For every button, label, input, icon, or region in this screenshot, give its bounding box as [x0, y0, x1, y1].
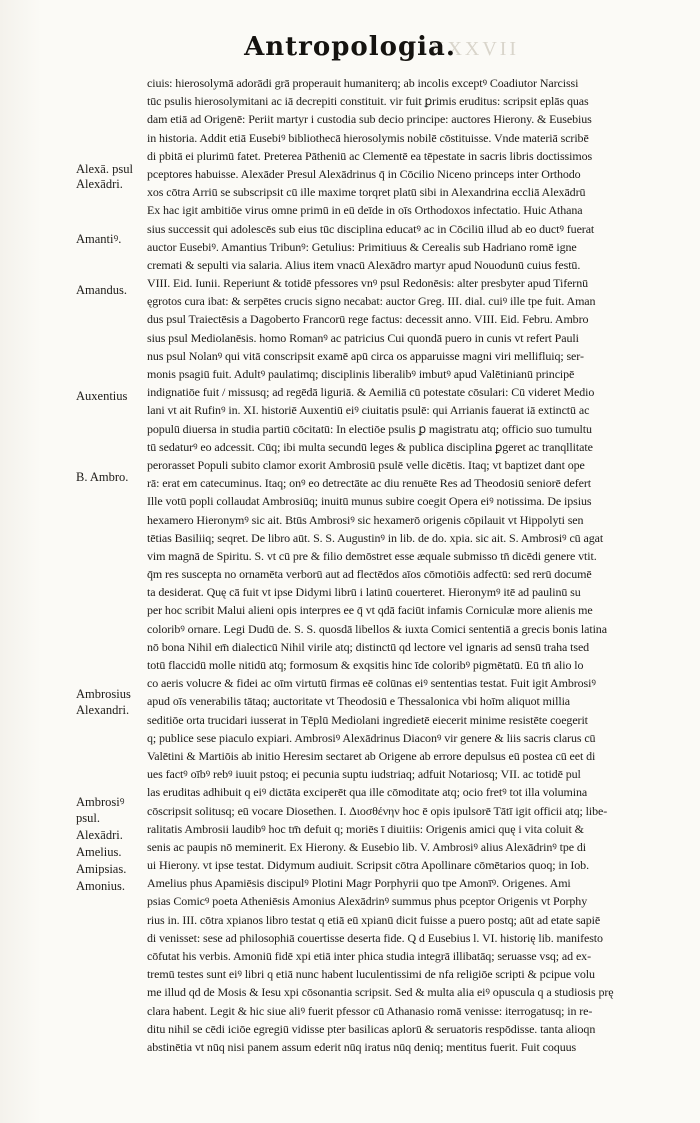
margin-note: psul.	[76, 811, 100, 825]
text-line: cōscripsit solitusq; eū vocare Diosethen. I. Διοσθένην hoc ē opis ipulsorē Tātī igit officii atq; libe-	[147, 803, 608, 818]
text-line: sius psul Mediolanēsis. homo Romanꝰ ac patricius Cui quondā puero in cunis vt refert Pauli	[147, 330, 579, 345]
text-line: vim magnā de Spiritu. S. vt cū pre & filio demōstret esse æquale submisso tn̄ dicēdi genere vtit.	[147, 548, 597, 563]
text-line: dus psul Traiectēsis a Dagoberto Francorū rege factus: decessit anno. VIII. Eid. Febru. Ambro	[147, 312, 589, 327]
text-line: nō bona Nihil em̄ dialecticū Nihil virile atq; distinctū qd lectore vel ignaris ad sensū traha tsed	[147, 639, 590, 654]
text-line: cōfutat his verbis. Amoniū fidē xpi etiā inter phica studia integrā illibatāq; seruasse vsq; ad ex-	[147, 949, 591, 963]
running-head-title: Antropologia.	[244, 32, 456, 62]
text-line: ralitatis Ambrosii laudibꝰ hoc tm̄ defuit q; moriēs ī diuitiis: Origenis amici quę i vita coluit &	[147, 821, 584, 836]
text-line: clara habent. Legit & hic siue aliꝰ fuerit pfessor cū Athanasio romā venisse: iterrogatusq; in re-	[147, 1003, 593, 1018]
text-line: senis ac paupis nō meminerit. Ex Hierony. & Eusebio lib. V. Ambrosiꝰ alius Alexādrinꝰ tpe di	[147, 839, 587, 854]
margin-note: Alexā. psul	[76, 162, 133, 176]
text-line: nus psul Nolanꝰ qui vitā conscripsit examē apū circa os apparuisse magni viri mellifluiq; ser-	[147, 348, 584, 363]
margin-note: Auxentius	[76, 389, 128, 403]
text-line: cremati & sepulti via salaria. Alius item vnacū Alexādro martyr apud Nouodunū cuius festū.	[147, 257, 581, 272]
margin-note: B. Ambro.	[76, 470, 129, 484]
text-line: tremū testes sunt eiꝰ libri q etiā nunc habent luculentissimi de nfa religiōe scripti & pcipue volu	[147, 967, 595, 982]
text-line: di pbitā ei plurimū fatet. Preterea Pātheniū ac Clementē ea tēpestate in sacris libris doctissimos	[147, 148, 593, 163]
running-head	[0, 32, 700, 62]
text-line: pceptores habuisse. Alexāder Presul Alexādrinus q̄ in Cōcilio Niceno princeps inter Orthodo	[147, 166, 581, 181]
text-line: lani vt ait Rufinꝰ in. XI. historiē Auxentiū eiꝰ ciuitatis psulē: qui Arrianis fauerat iā extinctū ac	[147, 403, 590, 418]
text-line: apud oīs venerabilis tātaq; auctoritate vt Theodosiū e Thessalonica vbi hoīm aliquot millia	[147, 694, 571, 709]
text-line: Amelius phus Apamiēsis discipulꝰ Plotini Magr Porphyrii quo tpe Amonīꝰ. Origenes. Ami	[147, 876, 571, 891]
margin-note: Amelius.	[76, 845, 122, 859]
margin-note: Amonius.	[76, 879, 125, 893]
bleed-through-folio: XXXVII	[430, 38, 520, 60]
text-line: di venisset: sese ad philosophiā couertisse deserta fide. Q d Eusebius l. VI. historię lib. manifesto	[147, 930, 603, 945]
text-line: ues factꝰ oībꝰ rebꝰ iuuit pstoq; ei pecunia suptu iudstriaq; adfuit Notariosq; VII. ac totidē pul	[147, 767, 581, 782]
text-line: co aeris volucre & fidei ac oīm virtutū firmas eē colūnas eiꝰ sententias testat. Fuit igit Ambrosiꝰ	[147, 676, 596, 691]
text-line: rā: erat em catecuminus. Itaq; onꝰ eo detrectāte ac diu renuēte Res ad Theodosiū seniorē defert	[147, 476, 592, 491]
text-line: dam etiā ad Origenē: Periit martyr i custodia sub decio principe: auctores Hierony. & Eusebius	[147, 112, 592, 127]
text-line: xos cōtra Arriū se subscripsit cū ille maxime torqret platū sibi in Alexandrina eccliā Alexādrū	[147, 185, 586, 200]
text-line: populū diuersa in studia partiū cōcitatū: In electiōe psulis ꝑ magistratu atq; officio suo tumultu	[147, 421, 592, 436]
text-line: indignatiōe fuit / missusq; ad regēdā liguriā. & Aemiliā cū potestate cōsulari: Cū videret Medio	[147, 385, 595, 400]
text-line: q; publice sese piaculo expiari. Ambrosiꝰ Alexādrinus Diaconꝰ vir genere & liis sacris clarus cū	[147, 730, 596, 745]
margin-note: Amandus.	[76, 283, 128, 297]
text-line: seditiōe orta trucidari iusserat in Tēplū Mediolani ingredietē eiecerit minime resistēte coegerit	[147, 712, 588, 727]
text-line: q̄m res suscepta no ornamēta verborū aut ad flectēdos aīos cōmotiōis adfectū: sed rerū documē	[147, 567, 592, 582]
text-line: ciuis: hierosolymā adorādi grā properauit humaniterq; ab incolis exceptꝰ Coadiutor Narcissi	[147, 76, 579, 90]
margin-note: Alexādri.	[76, 828, 123, 842]
text-line: Ille votū popli collaudat Ambrosiūq; inuitū munus subire coegit Opera eiꝰ notissima. De ipsius	[147, 494, 592, 509]
text-line: auctor Eusebiꝰ. Amantius Tribunꝰ: Getulius: Primitiuus & Cerealis sub Hadriano romē igne	[147, 239, 577, 254]
text-line: in historia. Addit etiā Eusebiꝰ bibliothecā hierosolymis nobilē cōstituisse. Vnde materiā scribē	[147, 130, 589, 145]
text-line: me illud qd de Mosis & Iesu xpi cōsonantia scripsit. Sed & multa alia eiꝰ opuscula q a studiosis prę	[147, 985, 614, 1000]
text-line: perorasset Populi subito clamor exorit Ambrosiū psulē velle dicētis. Itaq; vt baptizet dant ope	[147, 457, 585, 472]
text-line: tētias Basiliiq; seqret. De libro aūt. S. S. Augustinꝰ in lib. de do. xpia. sic ait. S. Ambrosiꝰ cū agat	[147, 530, 604, 545]
text-line: totū flaccidū molle nitidū atq; formosum & exqsitis hinc īde coloribꝰ pigmētatū. Eū tn̄ alio lo	[147, 658, 584, 672]
margin-note: Amipsias.	[76, 862, 127, 876]
text-line: monis psagiū fuit. Adultꝰ paulatimq; disciplinis liberalibꝰ imbutꝰ apud Valētinianū principē	[147, 367, 575, 381]
text-line: coloribꝰ ornare. Legi Dudū de. S. S. quosdā libellos & iuxta Comici sententiā a grecis bonis latina	[147, 621, 607, 636]
text-line: hexamero Hieronymꝰ sic ait. Btūs Ambrosiꝰ sic hexamerō origenis cōpilauit vt Hippolyti sen	[147, 512, 584, 527]
text-line: ui Hierony. vt ipse testat. Didymum audiuit. Scripsit cōtra Apollinare cōmētarios quoq; in Iob.	[147, 858, 589, 873]
margin-note: Ambrosius	[76, 687, 131, 701]
main-text	[147, 74, 675, 1056]
margin-note: Alexādri.	[76, 177, 123, 191]
text-line: psias Comicꝰ poeta Atheniēsis Amonius Alexādrinꝰ summus phus pceptor Origenis vt Porphy	[147, 894, 588, 909]
margin-note: Alexandri.	[76, 703, 130, 717]
text-line: ta desiderat. Quę cā fuit vt ipse Didymi librū i latinū couerteret. Hieronymꝰ itē ad paulinū su	[147, 585, 581, 600]
margin-note: Ambrosiꝰ	[76, 795, 125, 809]
text-line: VIII. Eid. Iunii. Reperiunt & totidē pfessores vnꝰ psul Redonēsis: alter presbyter apud Tifernū	[147, 276, 589, 291]
text-line: per hoc scribit Malui alieni opis interpres ee q̄ vt qdā faciūt infamis Corniculæ more alienis me	[147, 603, 593, 618]
text-line: ęgrotos cura ibat: & serpētes crucis signo necabat: auctor Greg. III. dial. cuiꝰ ille tpe fuit. Aman	[147, 294, 596, 309]
text-line: Valētini & Martiōis ab initio Heresim sectaret ab Origene ab errore depulsus eū postea cū eet di	[147, 748, 596, 763]
text-line: rius in. III. cōtra xpianos libro testat q etiā eū xpianū dicit fuisse a puero postq; aūt ad etate sapiē	[147, 912, 601, 927]
text-line: sius successit qui adolescēs sub eius tūc disciplina educatꝰ ac in Cōciliū illud ab eo ductꝰ fuerat	[147, 221, 595, 236]
text-line: tū sedaturꝰ eo adcessit. Cūq; ibi multa secundū leges & publica disciplina ꝑgeret ac tranqllitate	[147, 439, 593, 454]
text-line: abstinētia vt nūq nisi panem assum ederit nūq iratus nūq deniq; mentitus fuerit. Fuit coquus	[147, 1039, 577, 1054]
text-line: ditu nihil se cēdi iciōe egregiū vidisse pter basilicas aplorū & seruatoris respōdisse. tanta alioqn	[147, 1021, 596, 1036]
margin-note: Amantiꝰ.	[76, 232, 122, 246]
text-line: las eruditas adhibuit q eiꝰ dictāta exciperēt qua ille cōmoditate atq; ocio fretꝰ tot illa volumina	[147, 785, 588, 800]
text-line: tūc psulis hierosolymitani ac iā decrepiti constituit. vir fuit ꝑrimis eruditus: scripsit eplās quas	[147, 94, 589, 109]
text-line: Ex hac igit ambitiōe virus omne primū in eū deīde in oīs Orthodoxos infectatio. Huic Athana	[147, 203, 583, 218]
